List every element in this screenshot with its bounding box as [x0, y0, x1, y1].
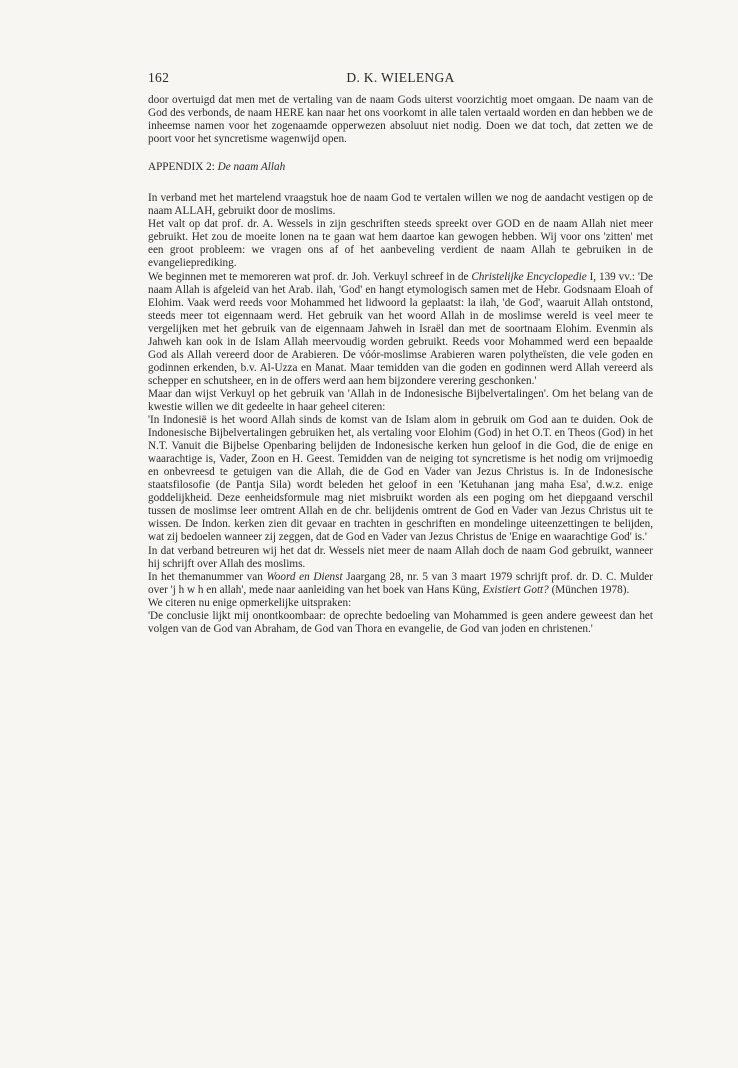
paragraph: We citeren nu enige opmerkelijke uitspraken:	[148, 596, 352, 609]
book-title: Existiert Gott?	[482, 583, 549, 596]
running-head	[148, 70, 653, 94]
appendix-title: De naam Allah	[217, 161, 286, 174]
book-page	[148, 70, 653, 636]
block-quote: 'In Indonesië is het woord Allah sinds de komst van de Islam alom in gebruik om God aan te duiden. Ook de Indonesische Bijbelvertalingen gebruiken het, als vertaling voor Elohim (God) in het O.T. en Theos (God) in het N.T. Vanuit die Bijbelse Openbaring belijden de Indonesische kerken hun geloof in die God, die de enige en waarachtige is, Vader, Zoon en H. Geest. Temidden van de neiging tot syncretisme is het nodig om vrijmoedig en onbevreesd te getuigen van die Allah, die de God en Vader van Jezus Christus is. In de Indonesische staatsfilosofie (de Pantja Sila) wordt beleden het geloof in een 'Ketuhanan jang maha Esa', d.w.z. enige goddelijkheid. Deze eenheidsformule mag niet misbruikt worden als een poging om het diepgaand verschil tussen de moslimse leer omtrent Allah en de chr. belijdenis omtrent de God en Vader van Jezus Christus uit te wissen. De Indon. kerken zien dit gevaar en trachten in geschriften en mondelinge uiteenzettingen te belijden, wat zij bedoelen wanneer zij zeggen, dat de God en Vader van Jezus Christus de 'Enige en waarachtige God' is.'	[148, 414, 653, 544]
cited-work-title: Christelijke Encyclopedie	[471, 270, 587, 283]
paragraph: In verband met het martelend vraagstuk hoe de naam God te vertalen willen we nog de aandacht vestigen op de naam ALLAH, gebruikt door de moslims.	[148, 192, 653, 218]
appendix-heading	[148, 161, 653, 174]
paragraph: Maar dan wijst Verkuyl op het gebruik van 'Allah in de Indonesische Bijbelvertalingen'. Om het belang van de kwestie willen we dit gedeelte in haar geheel citeren:	[148, 387, 653, 413]
running-header-author: D. K. WIELENGA	[346, 70, 455, 85]
paragraph: Het valt op dat prof. dr. A. Wessels in zijn geschriften steeds spreekt over GOD en de naam Allah niet meer gebruikt. Het zou de moeite lonen na te gaan wat hem daartoe kan gewogen hebben. Wij voor ons 'zitten' met een groot probleem: we vragen ons af of het aanbeveling verdient de naam Allah te gebruiken in de evangelieprediking.	[148, 218, 653, 270]
paragraph: In dat verband betreuren wij het dat dr. Wessels niet meer de naam Allah doch de naam God gebruikt, wanneer hij schrijft over Allah des moslims.	[148, 544, 653, 570]
intro-paragraph: door overtuigd dat men met de vertaling van de naam Gods uiterst voorzichtig moet omgaan. De naam van de God des verbonds, de naam HERE kan naar het ons voorkomt in alle talen vertaald worden en dan hebben we de inheemse namen voor het zogenaamde opperwezen absoluut niet nodig. Doen we dat toch, dat zetten we de poort voor het syncretisme wagenwijd open.	[148, 94, 653, 146]
journal-title: Woord en Dienst	[266, 570, 343, 583]
paragraph: We beginnen met te memoreren wat prof. dr. Joh. Verkuyl schreef in de Christelijke Encyclopedie I, 139 vv.: 'De naam Allah is afgeleid van het Arab. ilah, 'God' en hangt etymologisch samen met de Hebr. Godsnaam Eloah of Elohim. Vaak werd reeds voor Mohammed het lidwoord la geplaatst: la ilah, 'de God', waaruit Allah ontstond, steeds meer tot eigennaam werd. Het gebruik van het woord Allah in de moslimse wereld is veel meer te vergelijken met het gebruik van de eigennaam Jahweh in Israël dan met de soortnaam Elohim. Evenmin als Jahweh kan ook in de Islam Allah meervoudig worden gebruikt. Reeds voor Mohammed werd een bepaalde God als Allah vereerd door de Arabieren. De vóór-moslimse Arabieren waren polytheïsten, die vele goden en godinnen erkenden, b.v. Al-Uzza en Manat. Maar temidden van die goden en godinnen werd Allah vereerd als schepper en schutsheer, en in de offers werd aan hem bijzondere verering geschonken.'	[148, 270, 653, 387]
closing-quote: 'De conclusie lijkt mij onontkoombaar: de oprechte bedoeling van Mohammed is geen andere geweest dan het volgen van de God van Abraham, de God van Thora en evangelie, de God van joden en christenen.'	[148, 609, 653, 635]
body-text	[148, 94, 653, 636]
appendix-label: APPENDIX 2:	[148, 161, 218, 174]
page-number: 162	[148, 70, 170, 85]
paragraph: In het themanummer van Woord en Dienst Jaargang 28, nr. 5 van 3 maart 1979 schrijft prof. dr. D. C. Mulder over 'j h w h en allah', mede naar aanleiding van het boek van Hans Küng, Existiert Gott? (München 1978).	[148, 570, 653, 596]
